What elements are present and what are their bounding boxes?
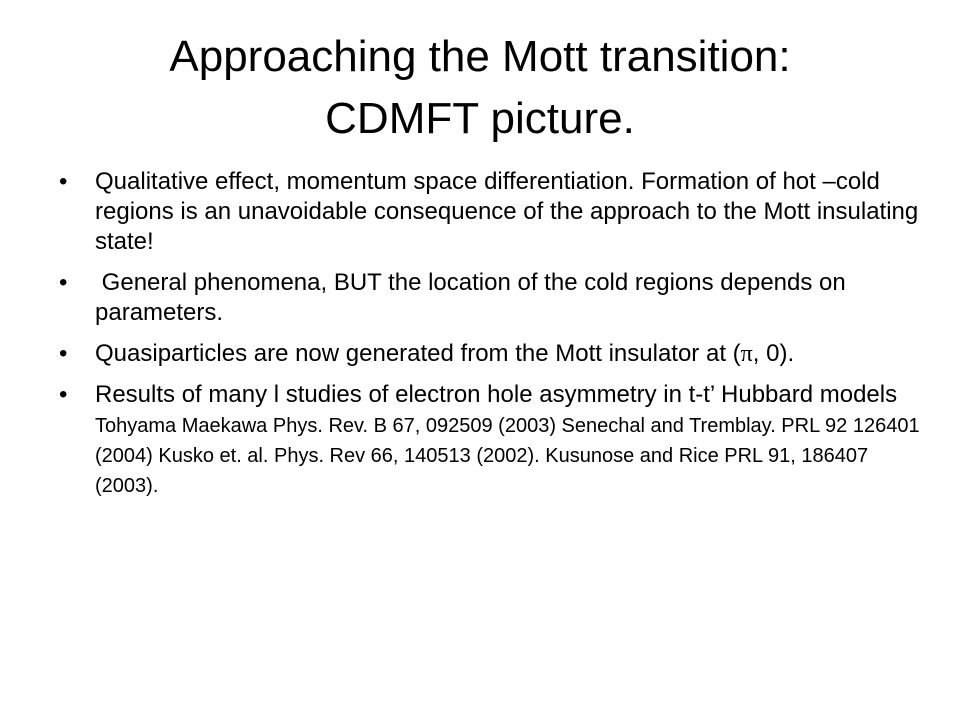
title-line-1: Approaching the Mott transition: <box>169 32 791 81</box>
bullet-text: Results of many l studies of electron hole asymmetry in t-t’ Hubbard models <box>95 381 898 408</box>
references-text: Tohyama Maekawa Phys. Rev. B 67, 092509 (2003) Senechal and Tremblay. PRL 92 126401 (2004) Kusko et. al. Phys. Rev 66, 140513 (2002). Kusunose and Rice PRL 91, 186407 (2003). <box>95 415 920 497</box>
bullet-list <box>59 167 929 511</box>
bullet-marker: • <box>59 269 68 296</box>
bullet-marker: • <box>59 381 68 408</box>
title-line-2: CDMFT picture. <box>325 94 635 143</box>
bullet-text-end: , 0). <box>752 340 795 367</box>
bullet-item-results <box>59 380 929 500</box>
bullet-item-general-phenomena <box>59 268 929 328</box>
bullet-item-quasiparticles <box>59 339 929 369</box>
bullet-text: General phenomena, BUT the location of the cold regions depends on parameters. <box>95 269 846 326</box>
slide-title <box>40 26 920 150</box>
bullet-marker: • <box>59 168 68 195</box>
bullet-item-qualitative-effect <box>59 167 929 257</box>
bullet-marker: • <box>59 340 68 367</box>
pi-symbol: π <box>740 341 753 367</box>
bullet-text: Quasiparticles are now generated from the Mott insulator at ( <box>95 340 741 367</box>
bullet-text: Qualitative effect, momentum space differentiation. Formation of hot –cold regions is an unavoidable consequence of the approach to the Mott insulating state! <box>95 168 919 255</box>
bullet-leading-space <box>95 269 102 296</box>
